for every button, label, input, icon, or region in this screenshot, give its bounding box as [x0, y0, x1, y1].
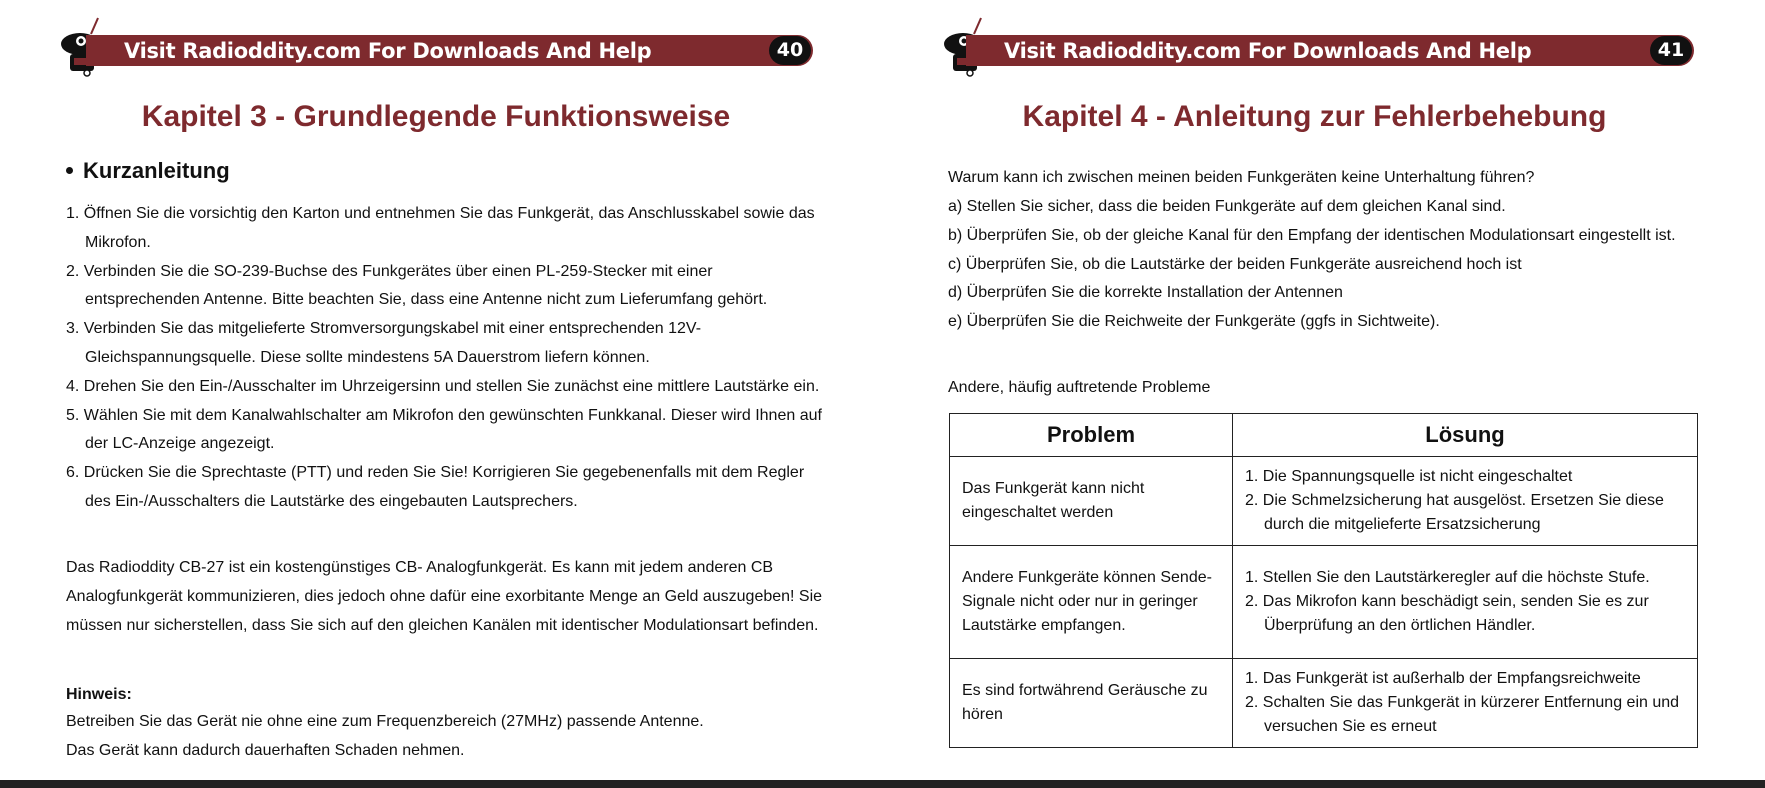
visit-website-text: Visit Radioddity.com For Downloads And Help: [124, 39, 652, 63]
step-item: 1. Öffnen Sie die vorsichtig den Karton und entnehmen Sie das Funkgerät, das Anschlusskabel sowie das Mikrofon.: [66, 205, 815, 251]
table-header-row: [950, 414, 1698, 457]
answer-item: c) Überprüfen Sie, ob die Lautstärke der beiden Funkgeräte ausreichend hoch ist: [948, 255, 1522, 273]
problem-cell: Das Funkgerät kann nicht eingeschaltet werden: [950, 457, 1233, 546]
header-banner: [966, 35, 1694, 66]
note-line: Betreiben Sie das Gerät nie ohne eine zum Frequenzbereich (27MHz) passende Antenne.: [66, 713, 704, 730]
bottom-divider: [0, 780, 1765, 788]
right-page: [882, 0, 1765, 780]
chapter-title: Kapitel 3 - Grundlegende Funktionsweise: [141, 100, 731, 133]
solution-item: 2. Die Schmelzsicherung hat ausgelöst. Ersetzen Sie diese durch die mitgelieferte Ersatzsicherung: [1245, 492, 1664, 533]
section-heading-text: Kurzanleitung: [83, 158, 230, 183]
troubleshooting-question: Warum kann ich zwischen meinen beiden Funkgeräten keine Unterhaltung führen?: [948, 169, 1535, 186]
note-text: [66, 708, 836, 766]
table-row: [950, 659, 1698, 748]
step-item: 3. Verbinden Sie das mitgelieferte Stromversorgungskabel mit einer entsprechenden 12V-Gleichspannungsquelle. Diese sollte mindestens 5A Dauerstrom liefern können.: [66, 320, 702, 366]
solution-item: 1. Stellen Sie den Lautstärkeregler auf die höchste Stufe.: [1245, 569, 1650, 586]
bullet-icon: [66, 167, 73, 174]
step-item: 4. Drehen Sie den Ein-/Ausschalter im Uhrzeigersinn und stellen Sie zunächst eine mittlere Lautstärke ein.: [66, 377, 820, 395]
table-row: [950, 546, 1698, 659]
column-header-problem: Problem: [950, 414, 1233, 457]
answer-item: e) Überprüfen Sie die Reichweite der Funkgeräte (ggfs in Sichtweite).: [948, 313, 1440, 331]
note-line: Das Gerät kann dadurch dauerhaften Schaden nehmen.: [66, 741, 465, 759]
answer-item: d) Überprüfen Sie die korrekte Installation der Antennen: [948, 284, 1343, 302]
table-row: [950, 457, 1698, 546]
solution-cell: [1233, 546, 1698, 659]
page-number-badge: 40: [769, 36, 811, 65]
problem-cell: Andere Funkgeräte können Sende-Signale nicht oder nur in geringer Lautstärke empfangen.: [950, 546, 1233, 659]
other-problems-label: Andere, häufig auftretende Probleme: [948, 379, 1211, 396]
left-page: [0, 0, 882, 780]
step-item: 5. Wählen Sie mit dem Kanalwahlschalter am Mikrofon den gewünschten Funkkanal. Dieser wird Ihnen auf der LC-Anzeige angezeigt.: [66, 406, 822, 453]
intro-paragraph: Das Radioddity CB-27 ist ein kostengünstiges CB- Analogfunkgerät. Es kann mit jedem anderen CB Analogfunkgerät kommunizieren, dies jedoch ohne dafür eine exorbitante Menge an Geld auszugeben! Sie müssen nur sicherstellen, dass Sie sich auf den gleichen Kanälen mit identischer Modulationsart befinden.: [66, 559, 823, 634]
problem-cell: Es sind fortwährend Geräusche zu hören: [950, 659, 1233, 748]
solution-item: 1. Die Spannungsquelle ist nicht eingeschaltet: [1245, 468, 1573, 485]
page-number-badge: 41: [1650, 36, 1692, 65]
quick-start-steps: [66, 200, 826, 517]
step-item: 6. Drücken Sie die Sprechtaste (PTT) und reden Sie Sie! Korrigieren Sie gegebenenfalls mit dem Regler des Ein-/Ausschalters die Lautstärke des eingebauten Lautsprechers.: [66, 464, 805, 510]
solution-item: 1. Das Funkgerät ist außerhalb der Empfangsreichweite: [1245, 670, 1641, 687]
solution-item: 2. Das Mikrofon kann beschädigt sein, senden Sie es zur Überprüfung an den örtlichen Händler.: [1245, 593, 1649, 634]
answer-item: a) Stellen Sie sicher, dass die beiden Funkgeräte auf dem gleichen Kanal sind.: [948, 198, 1506, 215]
note-label: Hinweis:: [66, 686, 132, 703]
solution-cell: [1233, 457, 1698, 546]
column-header-solution: Lösung: [1233, 414, 1698, 457]
troubleshooting-answers: [948, 193, 1708, 337]
header-banner: [86, 35, 813, 66]
troubleshooting-table: [949, 413, 1698, 748]
section-heading: [66, 158, 230, 184]
solution-item: 2. Schalten Sie das Funkgerät in kürzerer Entfernung ein und versuchen Sie es erneut: [1245, 694, 1680, 735]
chapter-title: Kapitel 4 - Anleitung zur Fehlerbehebung: [1022, 100, 1607, 133]
step-item: 2. Verbinden Sie die SO-239-Buchse des Funkgerätes über einen PL-259-Stecker mit einer entsprechenden Antenne. Bitte beachten Sie, dass eine Antenne nicht zum Lieferumfang gehört.: [66, 262, 768, 309]
visit-website-text: Visit Radioddity.com For Downloads And Help: [1004, 39, 1532, 63]
answer-item: b) Überprüfen Sie, ob der gleiche Kanal für den Empfang der identischen Modulationsart eingestellt ist.: [948, 226, 1676, 244]
solution-cell: [1233, 659, 1698, 748]
